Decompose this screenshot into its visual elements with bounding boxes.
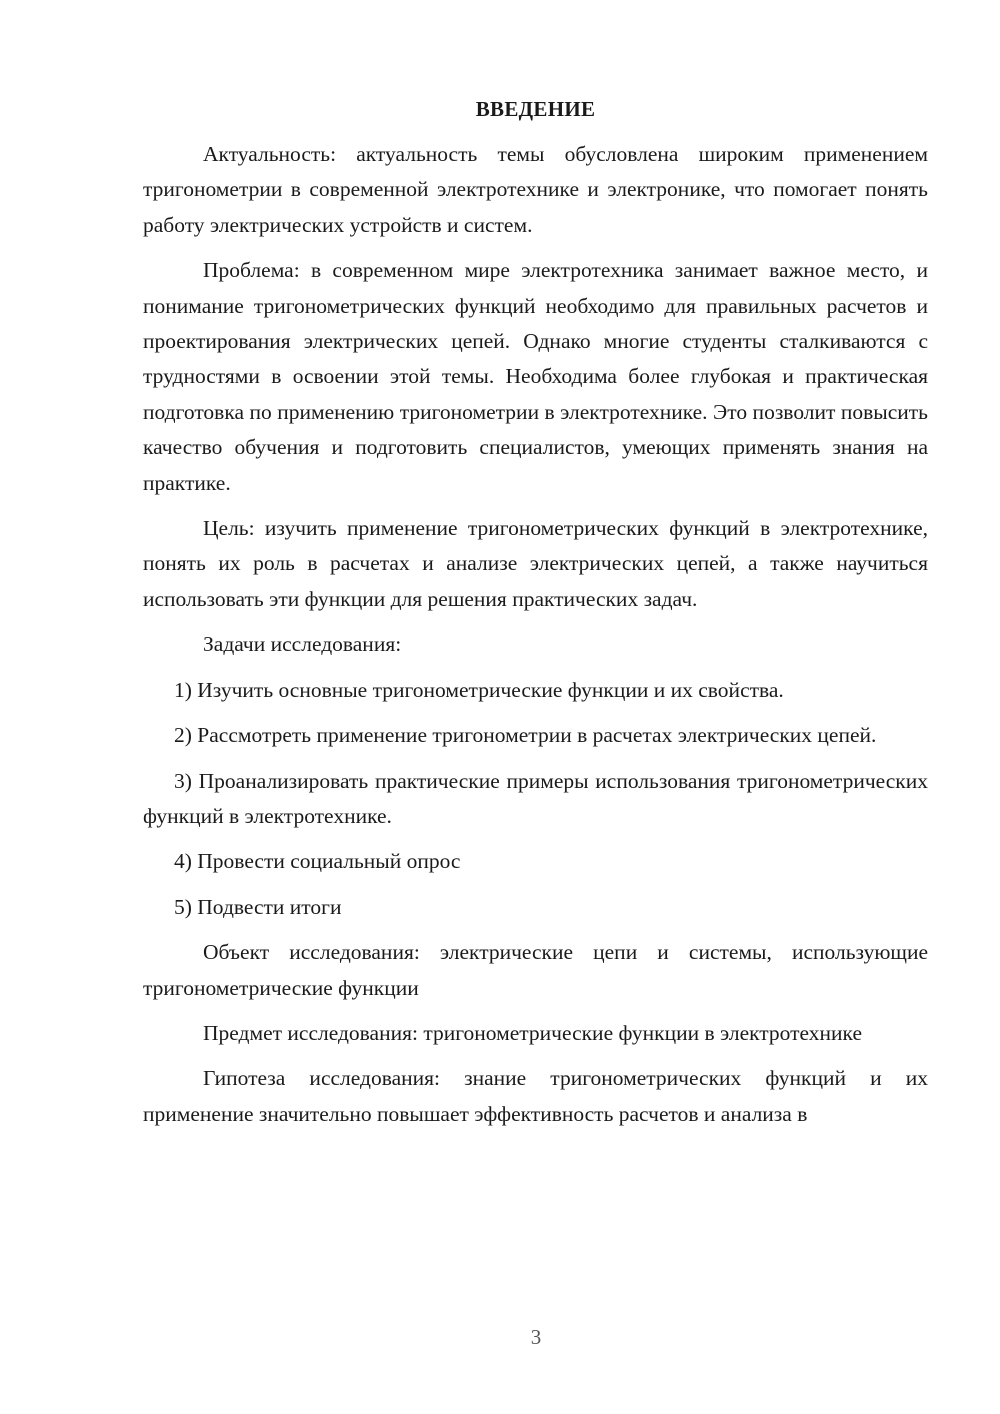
paragraph-hypothesis: Гипотеза исследования: знание тригонометрических функций и их применение значительно повышает эффективность расчетов и анализа в [143, 1066, 928, 1126]
page-number: 3 [530, 1325, 542, 1349]
task-item-2: 2) Рассмотреть применение тригонометрии в расчетах электрических цепей. [174, 723, 877, 748]
page-content [143, 92, 928, 1132]
paragraph-relevance: Актуальность: актуальность темы обусловлена широким применением тригонометрии в современной электротехнике и электронике, что помогает понять работу электрических устройств и систем. [143, 142, 928, 237]
paragraph-subject: Предмет исследования: тригонометрические функции в электротехнике [203, 1020, 863, 1045]
task-item-5: 5) Подвести итоги [174, 894, 342, 919]
task-item-4: 4) Провести социальный опрос [174, 849, 461, 874]
task-item-1: 1) Изучить основные тригонометрические функции и их свойства. [174, 677, 784, 702]
paragraph-problem: Проблема: в современном мире электротехника занимает важное место, и понимание тригонометрических функций необходимо для правильных расчетов и проектирования электрических цепей. Однако многие студенты сталкиваются с трудностями в освоении этой темы. Необходима более глубокая и практическая подготовка по применению тригонометрии в электротехнике. Это позволит повысить качество обучения и подготовить специалистов, умеющих применять знания на практике. [143, 258, 928, 495]
paragraph-goal: Цель: изучить применение тригонометрических функций в электротехнике, понять их роль в расчетах и анализе электрических цепей, а также научиться использовать эти функции для решения практических задач. [143, 516, 928, 611]
section-heading: ВВЕДЕНИЕ [475, 97, 596, 121]
paragraph-object: Объект исследования: электрические цепи и системы, использующие тригонометрические функции [143, 940, 928, 1000]
task-item-3: 3) Проанализировать практические примеры использования тригонометрических функций в электротехнике. [143, 768, 928, 828]
tasks-title: Задачи исследования: [203, 632, 402, 657]
